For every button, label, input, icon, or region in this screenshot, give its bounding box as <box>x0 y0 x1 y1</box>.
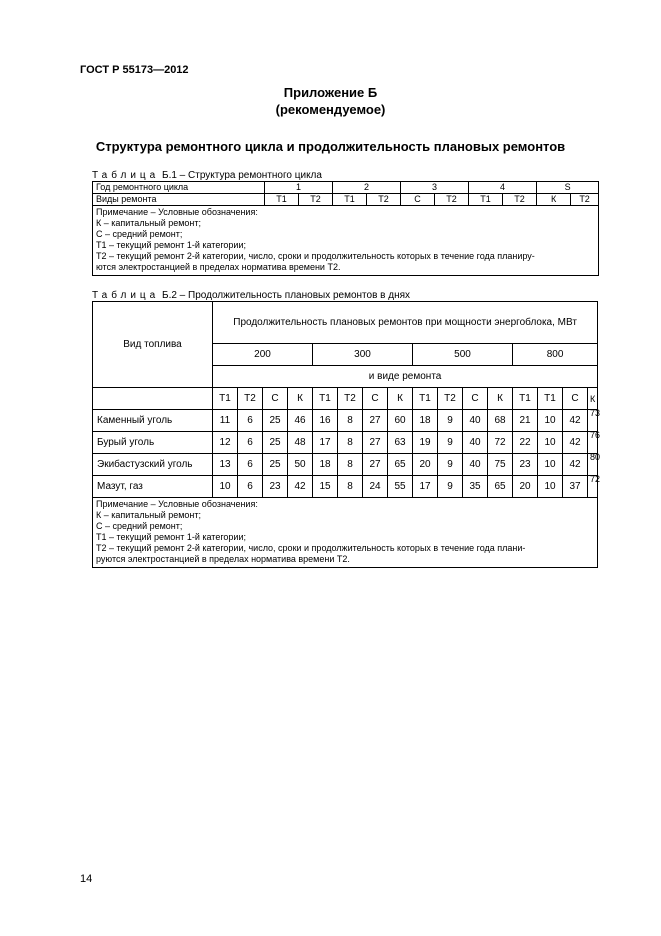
table2-types-empty <box>93 388 213 410</box>
table2-type-cell: Т2 <box>238 388 263 410</box>
table2-row-fuel-oil-gas <box>93 476 598 498</box>
table1-type-cell: Т1 <box>333 194 367 206</box>
table1-caption-text: Б.1 – Структура ремонтного цикла <box>162 170 322 181</box>
table2-type-cell: Т1 <box>313 388 338 410</box>
table2-value-cell: 60 <box>388 410 413 432</box>
table2-value-cell: 40 <box>463 432 488 454</box>
table2-value-cell: 15 <box>313 476 338 498</box>
appendix-title: Приложение Б <box>283 85 378 100</box>
table2-value-cell: 20 <box>413 454 438 476</box>
table2-type-cell: К <box>388 388 413 410</box>
table1-type-cell: Т2 <box>503 194 537 206</box>
table2-power-cell: 200 <box>213 344 313 366</box>
table2-value-cell: 23 <box>513 454 538 476</box>
table1-notes-row <box>93 206 599 276</box>
table2-type-cell: С <box>263 388 288 410</box>
table2-type-cell: Т2 <box>438 388 463 410</box>
table2-value-cell: 9 <box>438 454 463 476</box>
table2-value-cell: 12 <box>213 432 238 454</box>
table2-value-cell: 42 <box>288 476 313 498</box>
table2-type-cell: Т1 <box>513 388 538 410</box>
table1-note-line: Примечание – Условные обозначения: <box>96 207 258 217</box>
table2-caption-word: Таблица <box>92 290 160 301</box>
table2-value-cell: 35 <box>463 476 488 498</box>
table1-types-row <box>93 194 599 206</box>
table2-note-line: Т2 – текущий ремонт 2-й категории, число, сроки и продолжительность которых в течение года плани- <box>96 543 526 553</box>
table2-note-line: К – капитальный ремонт; <box>96 510 202 520</box>
table2-value-cell: 42 <box>563 432 588 454</box>
table1-year-cell: 1 <box>265 182 333 194</box>
table2-value-cell: 50 <box>288 454 313 476</box>
table2-row-hard-coal <box>93 410 598 432</box>
table2-note-line: С – средний ремонт; <box>96 521 183 531</box>
table2-value-cell: 27 <box>363 454 388 476</box>
table2-caption <box>92 290 410 301</box>
table2-type-cell: С <box>363 388 388 410</box>
table2-value-cell: 10 <box>538 432 563 454</box>
table2-row-brown-coal <box>93 432 598 454</box>
table2-value-cell: 13 <box>213 454 238 476</box>
table1-type-cell: К <box>537 194 571 206</box>
table2-type-cell: Т1 <box>413 388 438 410</box>
table1-type-cell: Т2 <box>435 194 469 206</box>
section-title: Структура ремонтного цикла и продолжительность плановых ремонтов <box>95 139 566 154</box>
table1-year-row <box>93 182 599 194</box>
table2-type-cell: С <box>463 388 488 410</box>
table1-year-cell: 4 <box>469 182 537 194</box>
table1-type-cell: С <box>401 194 435 206</box>
table2-value-cell: 76 <box>588 432 598 454</box>
appendix-heading <box>0 84 661 118</box>
table1-year-label: Год ремонтного цикла <box>93 182 265 194</box>
table1-note-line: К – капитальный ремонт; <box>96 218 202 228</box>
table2-value-cell: 6 <box>238 454 263 476</box>
table2-value-cell: 10 <box>538 454 563 476</box>
table1-note-line: Т2 – текущий ремонт 2-й категории, число, сроки и продолжительность которых в течение года планиру- <box>96 251 535 261</box>
table2-type-cell: Т1 <box>538 388 563 410</box>
table1-year-cell: 3 <box>401 182 469 194</box>
table2-value-cell: 17 <box>313 432 338 454</box>
table2-fuel-name: Мазут, газ <box>93 476 213 498</box>
table2-type-cell: С <box>563 388 588 410</box>
table2-repair-duration <box>92 301 601 568</box>
table2-notes <box>93 498 598 568</box>
table2-value-cell: 8 <box>338 410 363 432</box>
table2-value-cell: 21 <box>513 410 538 432</box>
table2-type-cell: Т1 <box>213 388 238 410</box>
table1-type-cell: Т2 <box>367 194 401 206</box>
appendix-subtitle: (рекомендуемое) <box>275 102 386 117</box>
table2-value-cell: 25 <box>263 432 288 454</box>
table2-types-row <box>93 388 598 410</box>
table1-year-cell: 2 <box>333 182 401 194</box>
table2-value-cell: 42 <box>563 454 588 476</box>
table2-fuel-name: Экибастузский уголь <box>93 454 213 476</box>
table2-value-cell: 10 <box>213 476 238 498</box>
table1-year-cell: S <box>537 182 599 194</box>
table2-value-cell: 27 <box>363 432 388 454</box>
table2-note-line: руются электростанцией в пределах норматива времени Т2. <box>96 554 350 564</box>
table2-type-cell: К <box>288 388 313 410</box>
table1-type-cell: Т1 <box>265 194 299 206</box>
table2-notes-row <box>93 498 598 568</box>
table2-value-cell: 73 <box>588 410 598 432</box>
table2-value-cell: 65 <box>388 454 413 476</box>
table2-value-cell: 6 <box>238 410 263 432</box>
table1-type-cell: Т1 <box>469 194 503 206</box>
table1-types-label: Виды ремонта <box>93 194 265 206</box>
table2-value-cell: 55 <box>388 476 413 498</box>
table2-value-cell: 10 <box>538 410 563 432</box>
table2-value-cell: 9 <box>438 410 463 432</box>
table2-value-cell: 8 <box>338 476 363 498</box>
table2-value-cell: 46 <box>288 410 313 432</box>
table2-value-cell: 6 <box>238 476 263 498</box>
table2-value-cell: 8 <box>338 432 363 454</box>
table1-caption-word: Таблица <box>92 170 160 181</box>
table2-row-ekibastuz-coal <box>93 454 598 476</box>
table2-caption-text: Б.2 – Продолжительность плановых ремонтов в днях <box>162 290 411 301</box>
table2-power-cell: 500 <box>413 344 513 366</box>
table2-value-cell: 10 <box>538 476 563 498</box>
table1-type-cell: Т2 <box>299 194 333 206</box>
table2-fuel-name: Бурый уголь <box>93 432 213 454</box>
table2-power-cell: 300 <box>313 344 413 366</box>
table2-type-cell: К <box>488 388 513 410</box>
standard-number: ГОСТ Р 55173—2012 <box>80 64 189 76</box>
page-number: 14 <box>80 873 93 885</box>
table2-duration-header: Продолжительность плановых ремонтов при мощности энергоблока, МВт <box>213 302 598 344</box>
table2-fuel-name: Каменный уголь <box>93 410 213 432</box>
table1-note-line: ются электростанцией в пределах норматива времени Т2. <box>96 262 341 272</box>
table2-value-cell: 72 <box>488 432 513 454</box>
table2-value-cell: 17 <box>413 476 438 498</box>
table2-fuel-header: Вид топлива <box>93 302 213 388</box>
table2-value-cell: 8 <box>338 454 363 476</box>
table2-value-cell: 6 <box>238 432 263 454</box>
table2-value-cell: 27 <box>363 410 388 432</box>
table2-value-cell: 68 <box>488 410 513 432</box>
table2-value-cell: 18 <box>313 454 338 476</box>
table2-value-cell: 40 <box>463 410 488 432</box>
table2-value-cell: 72 <box>588 476 598 498</box>
table2-value-cell: 9 <box>438 432 463 454</box>
table2-value-cell: 23 <box>263 476 288 498</box>
table2-value-cell: 63 <box>388 432 413 454</box>
table2-header-row-1 <box>93 302 598 344</box>
table2-value-cell: 25 <box>263 410 288 432</box>
table2-value-cell: 22 <box>513 432 538 454</box>
table1-repair-cycle <box>92 181 599 276</box>
table2-power-cell: 800 <box>513 344 598 366</box>
table1-caption <box>92 170 322 181</box>
table2-value-cell: 16 <box>313 410 338 432</box>
table2-note-line: Примечание – Условные обозначения: <box>96 499 258 509</box>
table2-value-cell: 40 <box>463 454 488 476</box>
table2-value-cell: 42 <box>563 410 588 432</box>
table2-type-cell: К <box>588 388 598 410</box>
table2-value-cell: 37 <box>563 476 588 498</box>
table2-value-cell: 80 <box>588 454 598 476</box>
table1-notes <box>93 206 599 276</box>
table2-value-cell: 18 <box>413 410 438 432</box>
table2-value-cell: 24 <box>363 476 388 498</box>
table2-value-cell: 48 <box>288 432 313 454</box>
table2-value-cell: 9 <box>438 476 463 498</box>
table2-note-line: Т1 – текущий ремонт 1-й категории; <box>96 532 246 542</box>
table2-value-cell: 19 <box>413 432 438 454</box>
table2-type-cell: Т2 <box>338 388 363 410</box>
table2-value-cell: 20 <box>513 476 538 498</box>
table1-note-line: С – средний ремонт; <box>96 229 183 239</box>
table2-repair-type-header: и виде ремонта <box>213 366 598 388</box>
table1-note-line: Т1 – текущий ремонт 1-й категории; <box>96 240 246 250</box>
table1-type-cell: Т2 <box>571 194 599 206</box>
table2-value-cell: 25 <box>263 454 288 476</box>
table2-value-cell: 65 <box>488 476 513 498</box>
table2-value-cell: 11 <box>213 410 238 432</box>
table2-value-cell: 75 <box>488 454 513 476</box>
